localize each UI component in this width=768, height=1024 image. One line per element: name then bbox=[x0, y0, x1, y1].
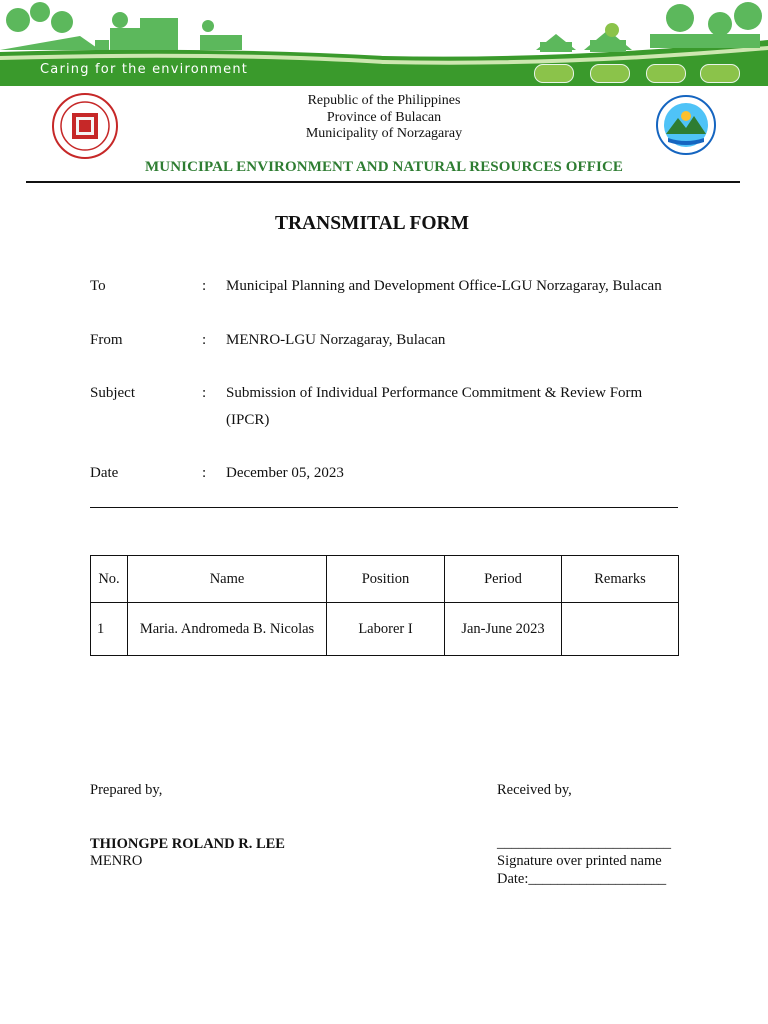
office-name: MUNICIPAL ENVIRONMENT AND NATURAL RESOURCES OFFICE bbox=[145, 159, 623, 175]
field-colon: : bbox=[202, 278, 207, 294]
field-label: Subject bbox=[90, 385, 135, 401]
field-separator bbox=[90, 507, 678, 508]
field-label: Date bbox=[90, 465, 119, 481]
eco-car-icon bbox=[590, 64, 630, 83]
field-value: Municipal Planning and Development Office-LGU Norzagaray, Bulacan bbox=[226, 278, 662, 294]
column-header-name: Name bbox=[128, 556, 327, 603]
field-label: From bbox=[90, 332, 123, 348]
table-row bbox=[91, 603, 679, 656]
recycle-icon bbox=[534, 64, 574, 83]
form-title: TRANSMITAL FORM bbox=[274, 213, 470, 234]
prepared-by-name: THIONGPE ROLAND R. LEE bbox=[90, 836, 285, 852]
prepared-by-title: MENRO bbox=[90, 853, 143, 869]
column-header-position: Position bbox=[327, 556, 445, 603]
header-banner bbox=[0, 0, 768, 86]
field-colon: : bbox=[202, 465, 207, 481]
bulb-icon bbox=[646, 64, 686, 83]
field-label: To bbox=[90, 278, 106, 294]
cell-remarks bbox=[562, 603, 679, 656]
prepared-by-label: Prepared by, bbox=[90, 782, 163, 798]
header-municipality: Municipality of Norzagaray bbox=[305, 126, 463, 141]
cell-position: Laborer I bbox=[327, 603, 445, 656]
field-value: December 05, 2023 bbox=[226, 465, 344, 481]
received-signature-line: ________________________ bbox=[497, 835, 671, 851]
field-value: MENRO-LGU Norzagaray, Bulacan bbox=[226, 332, 446, 348]
received-by-label: Received by, bbox=[497, 782, 572, 798]
column-header-no: No. bbox=[91, 556, 128, 603]
field-colon: : bbox=[202, 332, 207, 348]
header-republic: Republic of the Philippines bbox=[307, 93, 461, 108]
header-province: Province of Bulacan bbox=[326, 109, 442, 125]
house-icon bbox=[700, 64, 740, 83]
field-colon: : bbox=[202, 385, 207, 401]
personnel-table bbox=[90, 555, 679, 656]
cell-no: 1 bbox=[91, 603, 128, 656]
received-signature-caption: Signature over printed name bbox=[497, 853, 662, 869]
column-header-period: Period bbox=[445, 556, 562, 603]
table-header-row bbox=[91, 556, 679, 603]
received-date-line: Date:___________________ bbox=[497, 871, 667, 887]
field-value: Submission of Individual Performance Commitment & Review Form (IPCR) bbox=[226, 385, 643, 428]
cell-period: Jan-June 2023 bbox=[445, 603, 562, 656]
header-rule bbox=[26, 181, 740, 183]
banner-tagline: Caring for the environment bbox=[40, 62, 249, 77]
column-header-remarks: Remarks bbox=[562, 556, 679, 603]
cell-name: Maria. Andromeda B. Nicolas bbox=[128, 603, 327, 656]
